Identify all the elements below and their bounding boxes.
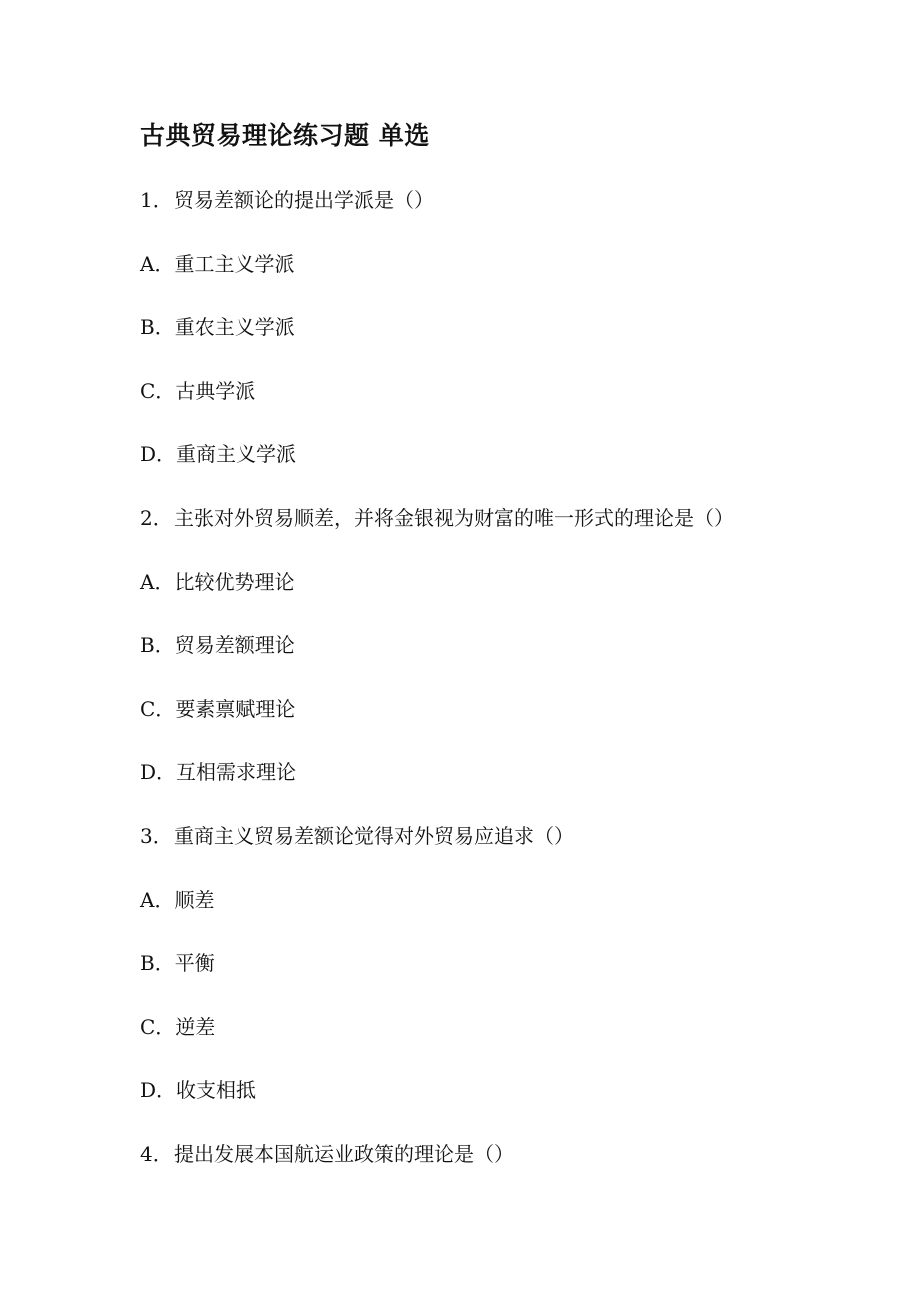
option-text: 重商主义学派 [176, 442, 297, 466]
option-text: 重工主义学派 [174, 252, 295, 276]
question-stem: 贸易差额论的提出学派是（） [174, 188, 434, 212]
option-letter: C． [140, 1015, 176, 1039]
option-letter: B． [140, 315, 175, 339]
option-letter: A． [140, 252, 175, 276]
option-text: 重农主义学派 [174, 315, 295, 339]
option-text: 要素禀赋理论 [175, 697, 296, 721]
question-1-option-a [140, 250, 294, 278]
question-stem: 提出发展本国航运业政策的理论是（） [174, 1142, 514, 1166]
question-3 [140, 822, 574, 850]
question-3-option-d [140, 1076, 256, 1104]
question-3-option-a [140, 886, 214, 914]
option-letter: A． [140, 888, 175, 912]
question-number: 2． [140, 506, 173, 530]
question-1-option-d [140, 440, 296, 468]
option-letter: D． [140, 760, 177, 784]
question-2-option-a [140, 568, 294, 596]
question-number: 1． [140, 188, 173, 212]
option-text: 平衡 [174, 951, 215, 975]
question-2-option-d [140, 758, 296, 786]
option-text: 贸易差额理论 [174, 633, 295, 657]
question-1-option-c [140, 377, 255, 405]
option-text: 比较优势理论 [174, 570, 295, 594]
question-number: 4． [140, 1142, 173, 1166]
question-1 [140, 186, 434, 214]
option-letter: D． [140, 442, 177, 466]
option-letter: B． [140, 951, 175, 975]
question-stem: 主张对外贸易顺差，并将金银视为财富的唯一形式的理论是（） [174, 506, 734, 530]
option-letter: C． [140, 697, 176, 721]
option-text: 互相需求理论 [176, 760, 297, 784]
document-title: 古典贸易理论练习题 单选 [140, 121, 430, 150]
option-text: 收支相抵 [176, 1078, 257, 1102]
option-text: 逆差 [175, 1015, 216, 1039]
question-2-option-c [140, 695, 295, 723]
question-3-option-b [140, 949, 215, 977]
question-1-option-b [140, 313, 295, 341]
option-text: 古典学派 [175, 379, 256, 403]
option-text: 顺差 [174, 888, 215, 912]
option-letter: A． [140, 570, 175, 594]
question-2 [140, 504, 734, 532]
option-letter: D． [140, 1078, 177, 1102]
question-number: 3． [140, 824, 173, 848]
question-stem: 重商主义贸易差额论觉得对外贸易应追求（） [174, 824, 574, 848]
option-letter: B． [140, 633, 175, 657]
option-letter: C． [140, 379, 176, 403]
question-2-option-b [140, 631, 295, 659]
question-4 [140, 1140, 514, 1168]
question-3-option-c [140, 1013, 215, 1041]
